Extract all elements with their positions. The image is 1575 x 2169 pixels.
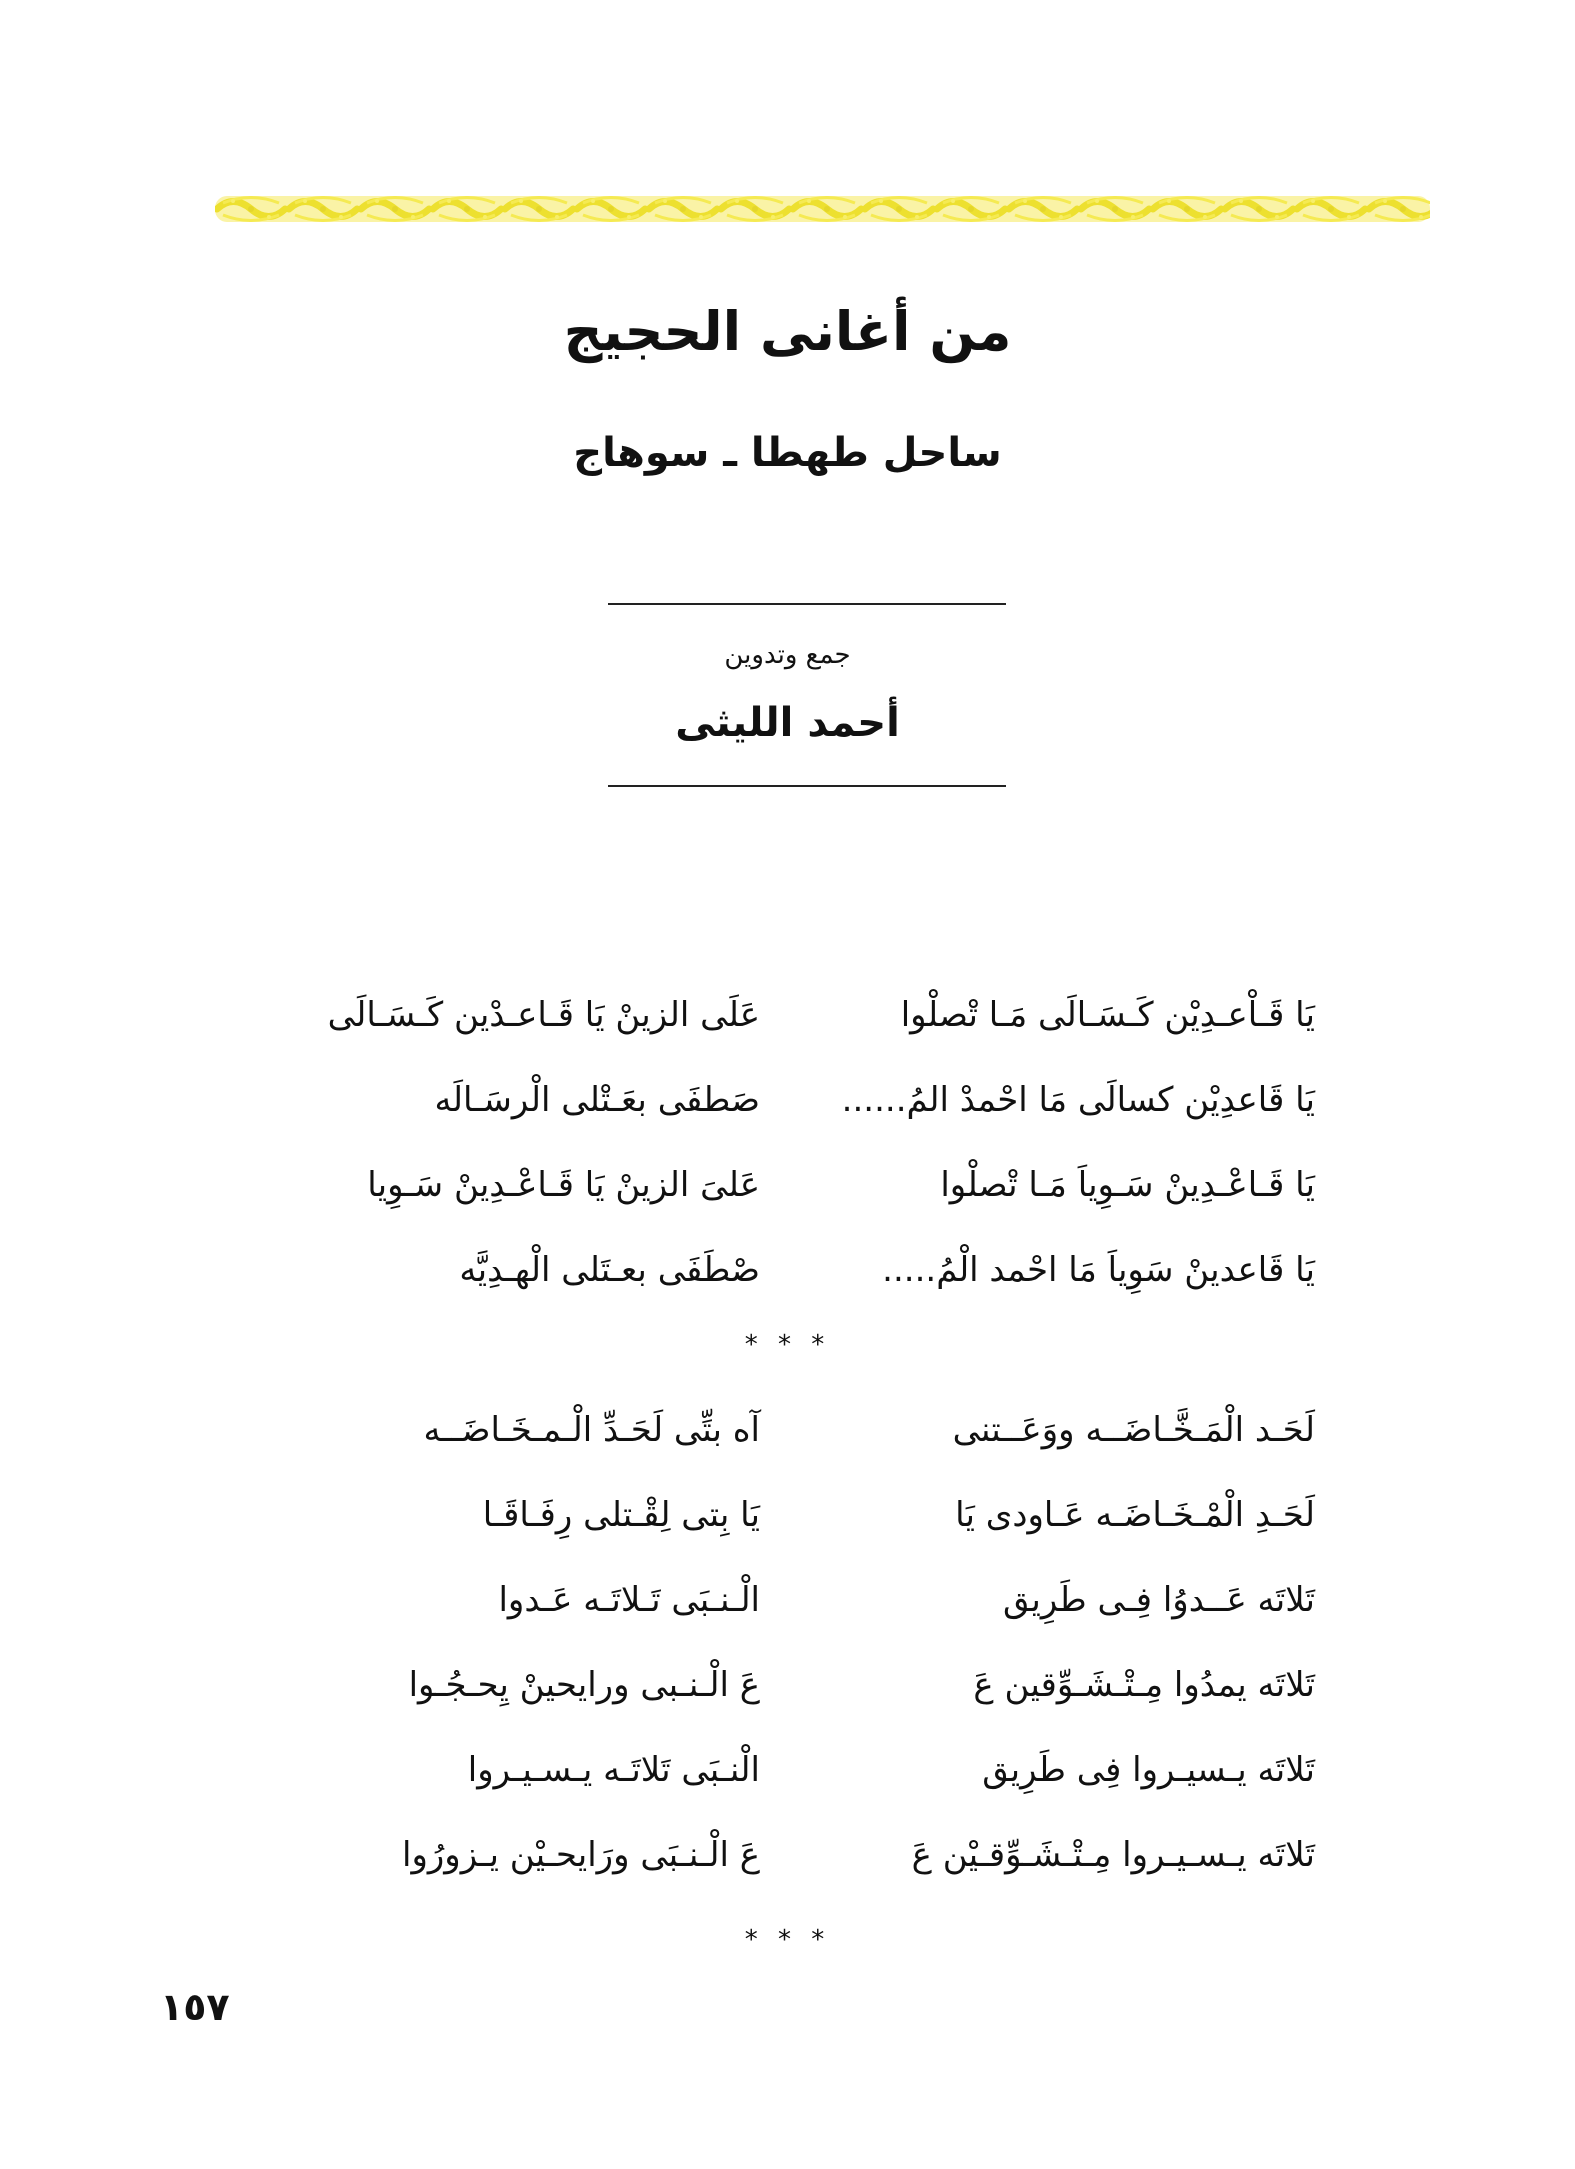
page-number: ١٥٧ bbox=[160, 1985, 230, 2029]
verse-line-right: تَلاتَه يـسيـروا فِى طَرِيق bbox=[982, 1750, 1315, 1790]
verse-line-right: تَلاتَه عَــدوُا فِـى طَرِيق bbox=[1003, 1580, 1315, 1620]
verse-line-right: يَا قَـاْعـدِيْن كَـسَـالَى مَـا تْصلْوا bbox=[900, 995, 1315, 1035]
verse-line-left: الْنـبَى تَلاتَـه يـسـيـروا bbox=[467, 1750, 760, 1790]
verse-line-right: يَا قَاعدِيْن كسالَى مَا احْمدْ المُ...... bbox=[841, 1080, 1315, 1120]
verse-line-right: لَحَـد الْمَـخَّـاضَــه ووَعَــتنى bbox=[952, 1410, 1315, 1450]
decorative-ornament-band bbox=[215, 190, 1430, 228]
verse-line-left: صَطفَى بعَـتْلى الْرسَـالَه bbox=[434, 1080, 760, 1120]
verse-line-left: الْـنـبَى تَـلاتَـه عَـدوا bbox=[498, 1580, 760, 1620]
verse-line-left: عَلىَ الزينْ يَا قَـاعْـدِينْ سَـوِيا bbox=[367, 1165, 760, 1205]
stanza-separator: * * * bbox=[744, 1330, 831, 1360]
verse-line-right: يَا قَاعدينْ سَوِياَ مَا احْمد الْمُ..... bbox=[882, 1250, 1315, 1290]
verse-line-left: عَلَى الزينْ يَا قَـاعـدْين كَـسَـالَى bbox=[327, 995, 760, 1035]
verse-line-left: يَا بِتى لِقْـتلى رِفَـاقَـا bbox=[482, 1495, 760, 1535]
credit-label: جمع وتدوين bbox=[724, 640, 851, 670]
verse-line-right: لَحَـدِ الْمْـخَـاضَـه عَـاودى يَا bbox=[955, 1495, 1315, 1535]
verse-line-left: آه بتِّى لَحَـدِّ الْـمـخَـاضَــه bbox=[423, 1410, 760, 1450]
divider-bottom bbox=[608, 785, 1006, 787]
verse-line-right: تَلاتَه يمدُوا مِـتْـشَـوِّقين عَ bbox=[973, 1665, 1315, 1705]
stanza-separator: * * * bbox=[744, 1925, 831, 1955]
credit-author-name: أحمد الليثى bbox=[675, 700, 900, 746]
verse-line-left: عَ الْـنـبى ورايحينْ يِحـجُـوا bbox=[408, 1665, 760, 1705]
verse-line-left: صْطَفَى بعـتَلى الْهـدِيَّه bbox=[459, 1250, 760, 1290]
page-subtitle: ساحل طهطا ـ سوهاج bbox=[573, 430, 1002, 476]
verse-line-left: عَ الْـنـبَى ورَايحـيْن يـزورُوا bbox=[402, 1835, 760, 1875]
verse-line-right: يَا قَـاعْـدِينْ سَـوِياَ مَـا تْصلْوا bbox=[940, 1165, 1315, 1205]
page-title: من أغانى الحجيج bbox=[563, 300, 1012, 363]
divider-top bbox=[608, 603, 1006, 605]
verse-line-right: تَلاتَه يـسـيـروا مِـتْـشَـوِّقـيْن عَ bbox=[911, 1835, 1315, 1875]
